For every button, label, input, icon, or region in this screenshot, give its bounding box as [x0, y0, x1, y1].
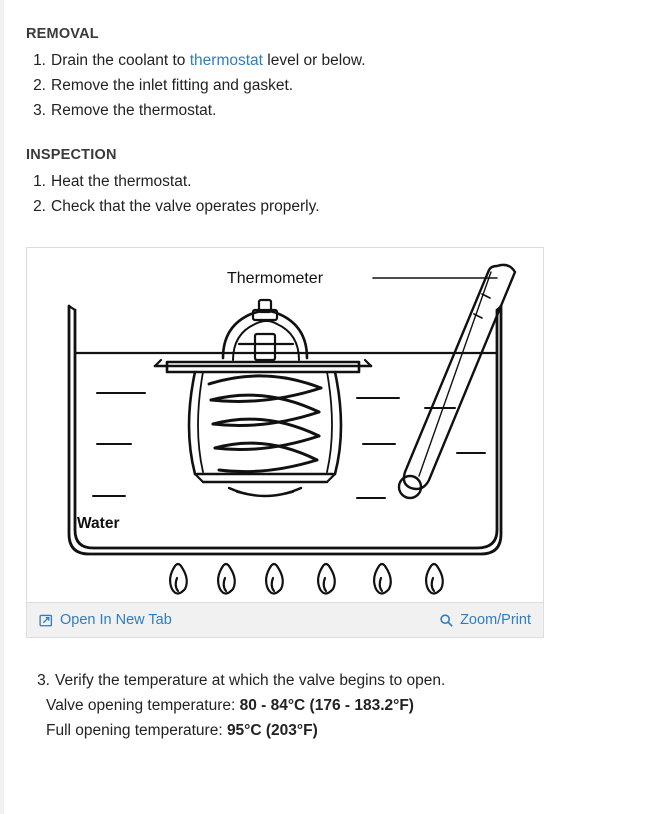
- valve-opening-temperature-line: [30, 693, 644, 718]
- step-text-pre: Check that the valve operates properly.: [51, 198, 320, 215]
- page-left-rule: [0, 0, 4, 814]
- list-item: [26, 73, 644, 98]
- list-item: [30, 668, 644, 693]
- zoom-print-label: Zoom/Print: [460, 612, 531, 628]
- step-number: 2.: [33, 198, 46, 215]
- step-text-pre: Drain the coolant to: [51, 52, 190, 69]
- full-opening-value: 95°C (203°F): [226, 722, 318, 739]
- figure-label-thermometer: Thermometer: [227, 270, 324, 287]
- figure-toolbar: [27, 602, 543, 637]
- list-item: [26, 194, 644, 219]
- step-text-pre: Remove the thermostat.: [51, 102, 217, 119]
- section-gap: [26, 123, 644, 147]
- step-text-pre: Heat the thermostat.: [51, 173, 192, 190]
- figure-container: [26, 247, 544, 638]
- inspection-steps-list: [26, 169, 644, 219]
- step-number: 2.: [33, 77, 46, 94]
- valve-opening-label: Valve opening temperature:: [46, 697, 240, 714]
- step-number: 1.: [33, 52, 46, 69]
- zoom-print-button[interactable]: [439, 603, 531, 637]
- document-content: [26, 26, 644, 743]
- step-number: 1.: [33, 173, 46, 190]
- list-item: [26, 169, 644, 194]
- step-text: Verify the temperature at which the valve begins to open.: [55, 672, 446, 689]
- open-in-new-tab-icon: [39, 613, 54, 628]
- step-text-pre: Remove the inlet fitting and gasket.: [51, 77, 294, 94]
- valve-opening-value: 80 - 84°C (176 - 183.2°F): [239, 697, 414, 714]
- post-figure-steps: [26, 668, 644, 743]
- open-in-new-tab-button[interactable]: [39, 603, 172, 637]
- thermostat-test-diagram: [27, 248, 545, 603]
- section-heading-inspection: INSPECTION: [26, 147, 117, 163]
- step-number: 3.: [33, 102, 46, 119]
- full-opening-temperature-line: [30, 718, 644, 743]
- list-item: [26, 48, 644, 73]
- thermostat-link[interactable]: thermostat: [189, 52, 263, 69]
- open-in-new-tab-label: Open In New Tab: [60, 612, 172, 628]
- list-item: [26, 98, 644, 123]
- step-number: 3.: [37, 672, 50, 689]
- full-opening-label: Full opening temperature:: [46, 722, 227, 739]
- figure-label-water: Water: [77, 515, 120, 532]
- step-text-post: level or below.: [262, 52, 366, 69]
- removal-steps-list: [26, 48, 644, 123]
- section-heading-removal: REMOVAL: [26, 26, 99, 42]
- magnifier-icon: [439, 613, 454, 628]
